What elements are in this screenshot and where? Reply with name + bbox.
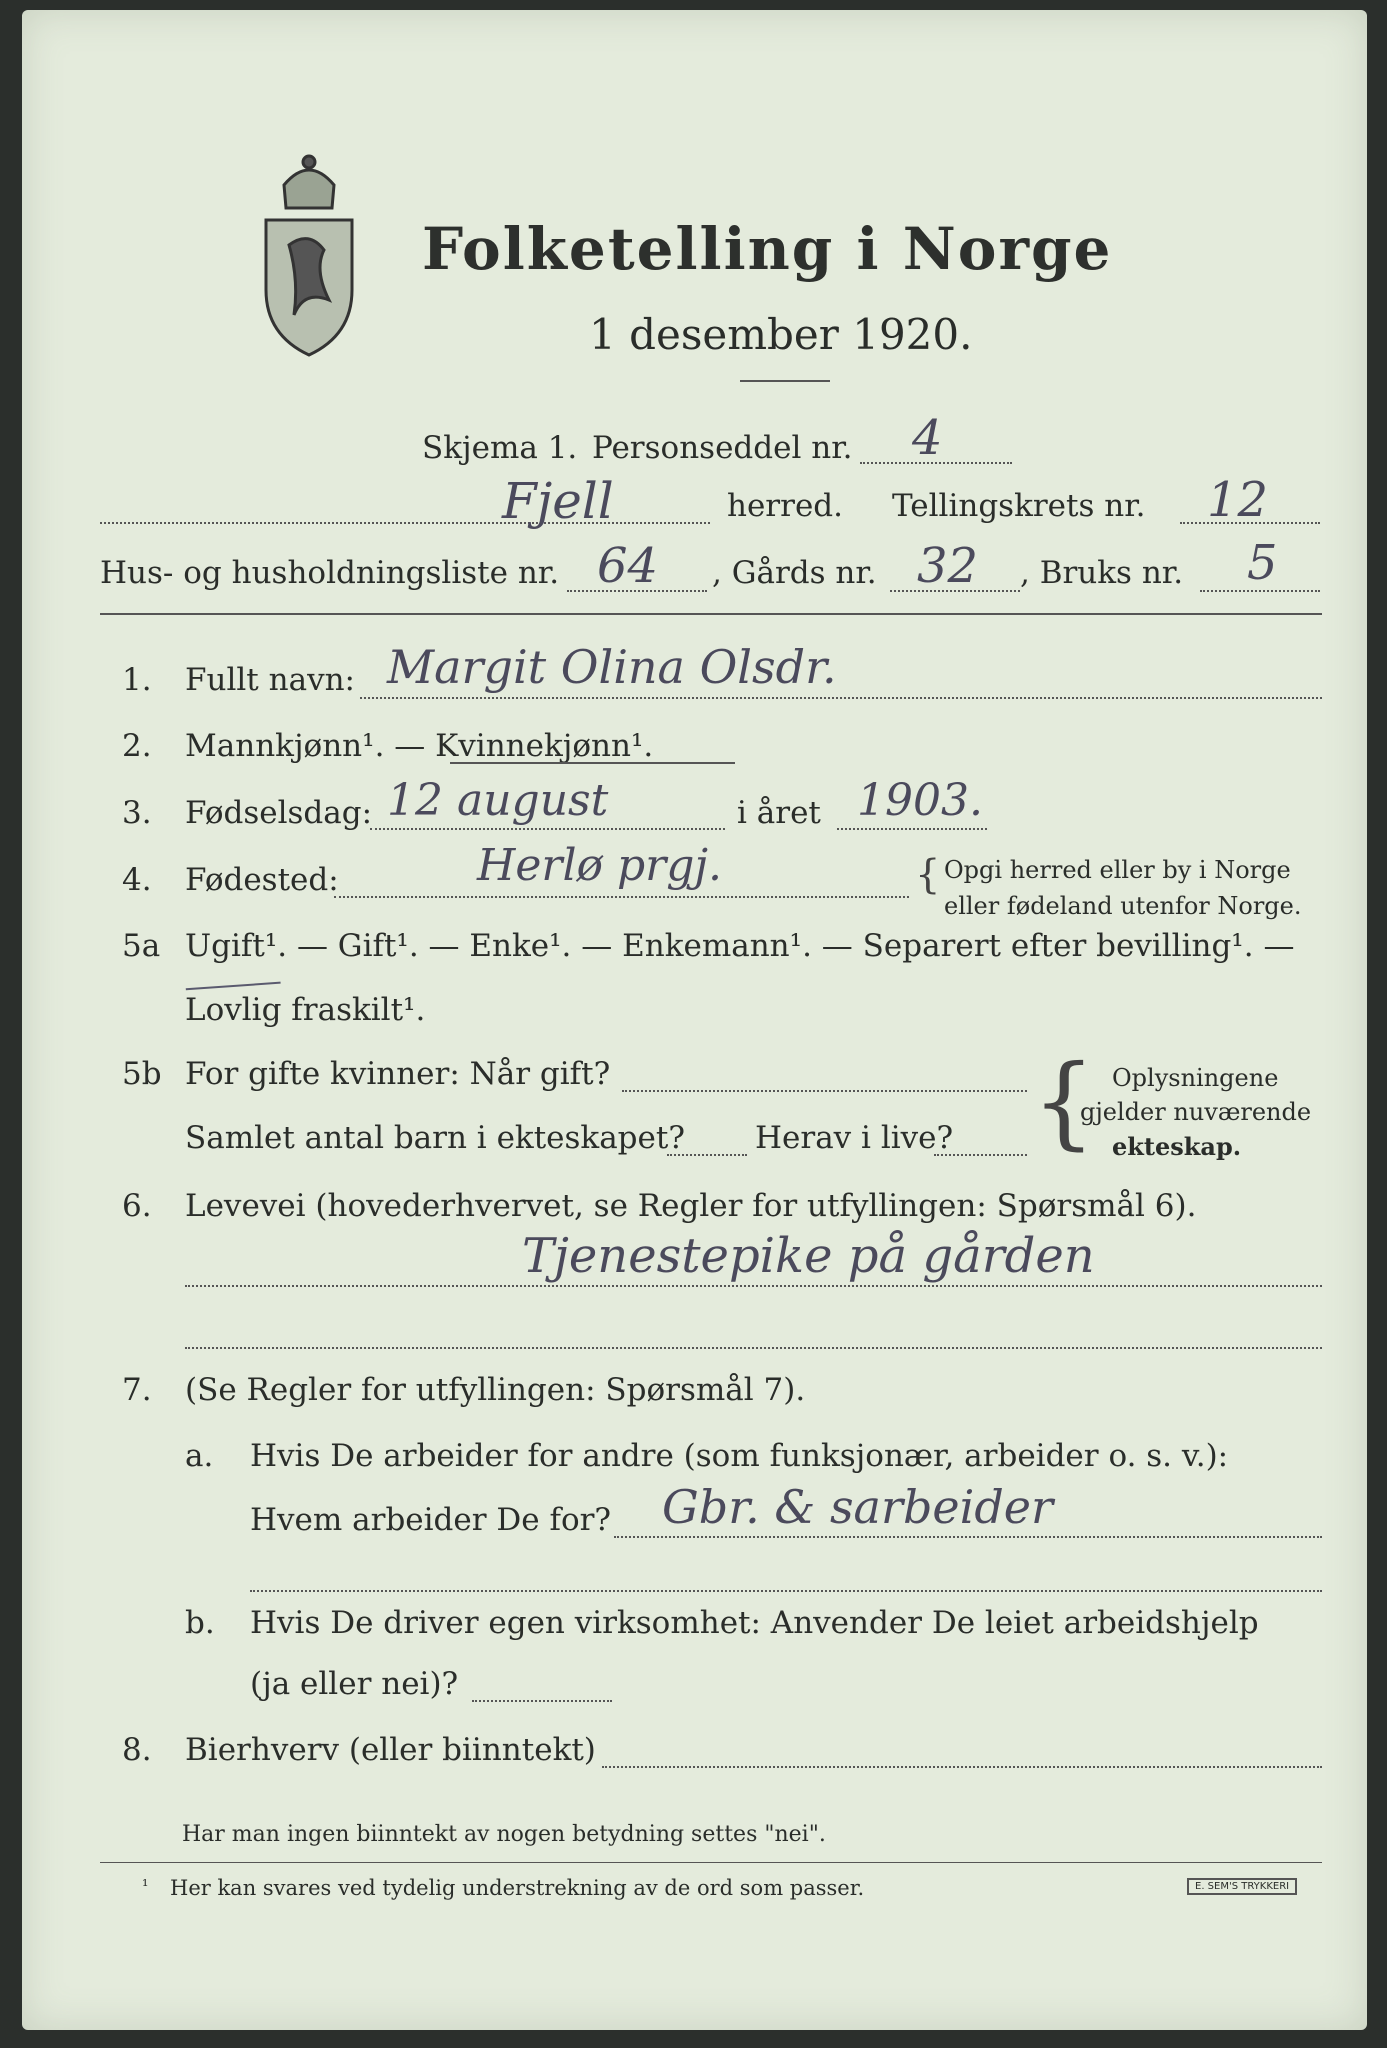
tellingskrets-value[interactable]: 12 [1207, 472, 1269, 528]
q5b-alive-label: Herav i live? [755, 1120, 954, 1156]
q5b-number: 5b [122, 1056, 162, 1092]
q6-occupation-value[interactable]: Tjenestepike på gården [522, 1228, 1095, 1284]
footer-note: Har man ingen biinntekt av nogen betydning settes "nei". [182, 1822, 826, 1847]
census-form [22, 10, 1367, 2030]
q4-number: 4. [122, 862, 152, 898]
q5b-note-line2: gjelder nuværende [1080, 1098, 1312, 1126]
header-divider [100, 613, 1322, 615]
footer-divider [100, 1862, 1322, 1863]
q5a-number: 5a [122, 928, 161, 964]
q7b-line2: (ja eller nei)? [250, 1666, 459, 1702]
q6-line2 [185, 1347, 1322, 1349]
q4-brace: { [915, 852, 941, 898]
q8-label: Bierhverv (eller biinntekt) [185, 1732, 596, 1768]
q3-year-value[interactable]: 1903. [857, 775, 983, 826]
q5b-children-label: Samlet antal barn i ekteskapet? [185, 1120, 685, 1156]
q7a-letter: a. [185, 1438, 214, 1474]
q4-note-line2: eller fødeland utenfor Norge. [944, 892, 1302, 920]
q8-number: 8. [122, 1732, 152, 1768]
personseddel-label: Personseddel nr. [592, 430, 853, 466]
q1-number: 1. [122, 662, 152, 698]
census-date: 1 desember 1920. [589, 310, 973, 359]
q7-label: (Se Regler for utfyllingen: Spørsmål 7). [185, 1372, 806, 1408]
herred-label: herred. [727, 488, 843, 524]
q7a-line [614, 1536, 1322, 1538]
herred-line [100, 522, 710, 524]
q5a-line2: Lovlig fraskilt¹. [185, 992, 426, 1028]
gards-value[interactable]: 32 [917, 538, 979, 594]
husliste-label: Hus- og husholdningsliste nr. [100, 555, 560, 591]
q3-birthday-value[interactable]: 12 august [387, 775, 609, 826]
q7a-line2: Hvem arbeider De for? [250, 1502, 612, 1538]
q8-line [602, 1766, 1322, 1768]
q7b-line1: Hvis De driver egen virksomhet: Anvender De leiet arbeidshjelp [250, 1605, 1259, 1641]
gards-label: , Gårds nr. [712, 555, 877, 591]
q7a-line-extra [250, 1590, 1322, 1592]
tellingskrets-label: Tellingskrets nr. [892, 488, 1146, 524]
q5b-note-line1: Oplysningene [1112, 1064, 1279, 1092]
footnote-text: Her kan svares ved tydelig understrekning av de ord som passer. [170, 1876, 865, 1900]
q5b-note-line3: ekteskap. [1112, 1132, 1242, 1161]
q7-number: 7. [122, 1372, 152, 1408]
q3-year-label: i året [737, 795, 821, 831]
q4-note-line1: Opgi herred eller by i Norge [944, 856, 1291, 884]
bruks-value[interactable]: 5 [1247, 535, 1278, 591]
q3-label: Fødselsdag: [185, 795, 373, 831]
printer-stamp: E. SEM'S TRYKKERI [1187, 1878, 1297, 1895]
q5b-married-line [622, 1090, 1027, 1092]
q3-number: 3. [122, 795, 152, 831]
form-title: Folketelling i Norge [422, 215, 1113, 283]
q4-label: Fødested: [185, 862, 339, 898]
q7a-employer-value[interactable]: Gbr. & sarbeider [662, 1480, 1053, 1534]
q5b-alive-line [934, 1154, 1027, 1156]
q5a-line1: Ugift¹. — Gift¹. — Enke¹. — Enkemann¹. — Separert efter bevilling¹. — [185, 928, 1295, 964]
q2-label: Mannkjønn¹. — Kvinnekjønn¹. [185, 728, 654, 764]
footnote-mark: ¹ [142, 1876, 149, 1895]
q2-underline [450, 762, 735, 764]
q3-year-line [837, 828, 987, 830]
q3-date-line [370, 828, 725, 830]
q5b-married-label: For gifte kvinner: Når gift? [185, 1056, 611, 1092]
coat-of-arms-icon [254, 150, 364, 360]
q4-birthplace-value[interactable]: Herlø prgj. [477, 840, 722, 891]
q6-line1 [185, 1285, 1322, 1287]
q2-number: 2. [122, 728, 152, 764]
q5a-ugift-underline [184, 962, 280, 991]
husliste-value[interactable]: 64 [597, 538, 659, 594]
q1-label: Fullt navn: [185, 662, 355, 698]
q7b-line [472, 1700, 612, 1702]
q4-line [334, 896, 909, 898]
q6-label: Levevei (hovederhvervet, se Regler for utfyllingen: Spørsmål 6). [185, 1188, 1197, 1224]
q7a-line1: Hvis De arbeider for andre (som funksjonær, arbeider o. s. v.): [250, 1438, 1229, 1474]
q6-number: 6. [122, 1188, 152, 1224]
q5b-brace: { [1032, 1043, 1096, 1160]
q7b-letter: b. [185, 1605, 215, 1641]
bruks-label: , Bruks nr. [1020, 555, 1184, 591]
personseddel-value[interactable]: 4 [912, 410, 943, 466]
schema-label: Skjema 1. [422, 430, 578, 466]
q1-name-value[interactable]: Margit Olina Olsdr. [387, 640, 837, 694]
q1-line [360, 697, 1322, 699]
title-divider [740, 380, 830, 382]
herred-value[interactable]: Fjell [502, 472, 614, 530]
q5b-children-line [667, 1154, 747, 1156]
